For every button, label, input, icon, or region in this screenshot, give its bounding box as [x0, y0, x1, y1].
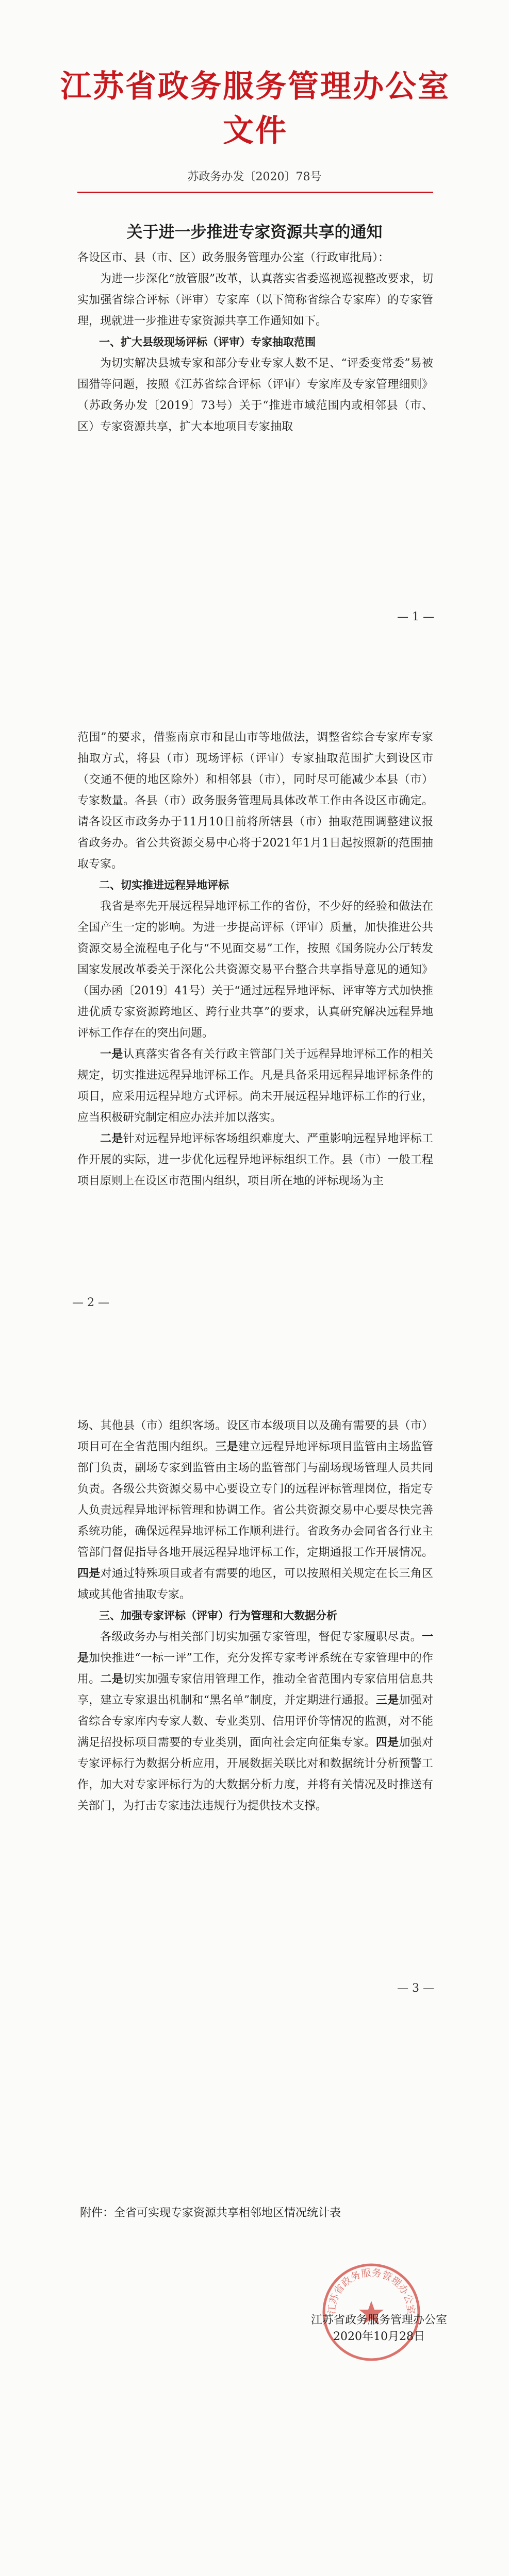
- page-2-body: [77, 727, 433, 1192]
- page-2: [0, 686, 509, 1372]
- issue-date: 2020年10月28日: [333, 2330, 425, 2343]
- point-text: 建立远程异地评标项目监管由主场监管部门负责，副场专家到监管由主场的监管部门与副场现场管理人员共同负责。各级公共资源交易中心要设立专门的远程评标管理岗位，指定专人负责远程异地评标管理和协调工作。省公共资源交易中心要尽快完善系统功能，确保远程异地评标工作顺利进行。省政务办会同省各行业主管部门督促指导各地开展远程异地评标工作，定期通报工作开展情况。: [77, 1440, 433, 1559]
- page-number: — 2 —: [72, 1296, 109, 1309]
- issuing-authority: 江苏省政务服务管理办公室: [310, 2314, 447, 2327]
- point-label: 一是: [100, 1047, 123, 1061]
- point-label: 一是: [77, 1630, 433, 1665]
- point-text: 切实加强专家信用管理工作，推动全省范围内专家信用信息共享，建立专家退出机制和“黑名单”制度，并定期进行通报。: [77, 1673, 433, 1707]
- section-heading-1: 一、扩大县级现场评标（评审）专家抽取范围: [99, 336, 316, 348]
- attachment-line: 附件：全省可实现专家资源共享相邻地区情况统计表: [80, 2207, 341, 2219]
- point-text: 场、其他县（市）组织客场。设区市本级项目以及确有需要的县（市）项目可在全省范围内组织。: [77, 1419, 433, 1453]
- point-label: 四是: [77, 1567, 101, 1580]
- section-2-paragraph: 我省是率先开展远程异地评标工作的省份，不少好的经验和做法在全国产生一定的影响。为进一步提高评标（评审）质量，加快推进公共资源交易全流程电子化与“不见面交易”工作，按照《国务院办公厅转发国家发展改革委关于深化公共资源交易平台整合共享指导意见的通知》（国办函〔2019〕41号）关于“通过远程异地评标、评审等方式加快推进优质专家资源跨地区、跨行业共享”的要求，认真研究解决远程异地评标工作存在的突出问题。: [77, 900, 433, 1040]
- section-heading-3: 三、加强专家评标（评审）行为管理和大数据分析: [99, 1609, 337, 1622]
- section-3-paragraph: [77, 1626, 433, 1817]
- document-number: 苏政务办发〔2020〕78号: [187, 171, 322, 183]
- point-text: 加强对专家评标行为数据分析应用，开展数据关联比对和数据统计分析预警工作，加大对专家评标行为的大数据分析力度，并将有关情况及时推送有关部门，为打击专家违法违规行为提供技术支撑。: [77, 1736, 433, 1812]
- section-2-point-1: [77, 1044, 433, 1128]
- document-header: 江苏省政务服务管理办公室文件: [60, 69, 450, 149]
- red-divider: [77, 192, 433, 193]
- signature-block: [309, 2312, 449, 2345]
- section-2-point-2: [77, 1128, 433, 1192]
- intro-paragraph: 为进一步深化“放管服”改革，认真落实省委巡视巡视整改要求，切实加强省综合评标（评审）专家库（以下简称省综合专家库）的专家管理，现就进一步推进专家资源共享工作通知如下。: [77, 273, 433, 328]
- section-2-point-2-continued: [77, 1415, 433, 1605]
- point-text: 加快推进“一标一评”工作，充分发挥专家考评系统在专家管理中的作用。: [77, 1652, 433, 1686]
- page-4: [0, 2057, 509, 2576]
- page-3-body: [77, 1415, 433, 1817]
- point-label: 三是: [376, 1693, 399, 1707]
- addressee: 各设区市、县（市、区）政务服务管理办公室（行政审批局）：: [77, 251, 390, 264]
- point-text: 各级政务办与相关部门切实加强专家管理，督促专家履职尽责。: [100, 1631, 422, 1643]
- point-label: 四是: [375, 1736, 399, 1749]
- seal-text: 江苏省政务服务管理办公室: [326, 2267, 417, 2315]
- page-number: — 3 —: [397, 1982, 434, 1995]
- point-label: 二是: [100, 1672, 124, 1686]
- page-1-body: [77, 247, 433, 437]
- point-label: 二是: [100, 1132, 123, 1145]
- section-heading-2: 二、切实推进远程异地评标: [99, 879, 229, 891]
- section-1-paragraph: 为切实解决县城专家和部分专业专家人数不足、“评委变常委”易被围猎等问题，按照《江苏省综合评标（评审）专家库及专家管理细则》（苏政务办发〔2019〕73号）关于“推进市域范围内或相邻县（市、区）专家资源共享，扩大本地项目专家抽取: [77, 357, 433, 433]
- point-label: 三是: [215, 1440, 238, 1453]
- page-number: — 1 —: [397, 611, 434, 623]
- point-text: 加强对省综合专家库内专家人数、专业类别、信用评价等情况的监测，对不能满足招投标项目需要的专业类别，面向社会定向征集专家。: [77, 1694, 433, 1749]
- page-1: [0, 0, 509, 686]
- page-3: [0, 1371, 509, 2058]
- point-text: 认真落实省各有关行政主管部门关于远程异地评标工作的相关规定，切实推进远程异地评标工作。凡是具备采用远程异地评标条件的项目，应采用远程异地方式评标。尚未开展远程异地评标工作的行业，应当积极研究制定相应办法并加以落实。: [77, 1048, 433, 1124]
- section-1-paragraph-continued: 范围”的要求，借鉴南京市和昆山市等地做法，调整省综合专家库专家抽取方式，将县（市）现场评标（评审）专家抽取范围扩大到设区市（交通不便的地区除外）和相邻县（市），同时尽可能减少本县（市）专家数量。各县（市）政务服务管理局具体改革工作由各设区市确定。请各设区市政务办于11月10日前将所辖县（市）抽取范围调整建议报省政务办。省公共资源交易中心将于2021年1月1日起按照新的范围抽取专家。: [77, 731, 433, 871]
- point-text: 对通过特殊项目或者有需要的地区，可以按照相关规定在长三角区域或其他省抽取专家。: [77, 1567, 433, 1601]
- document-title: 关于进一步推进专家资源共享的通知: [126, 223, 383, 242]
- point-text: 针对远程异地评标客场组织难度大、严重影响远程异地评标工作开展的实际，进一步优化远程异地评标组织工作。县（市）一般工程项目原则上在设区市范围内组织，项目所在地的评标现场为主: [77, 1132, 433, 1188]
